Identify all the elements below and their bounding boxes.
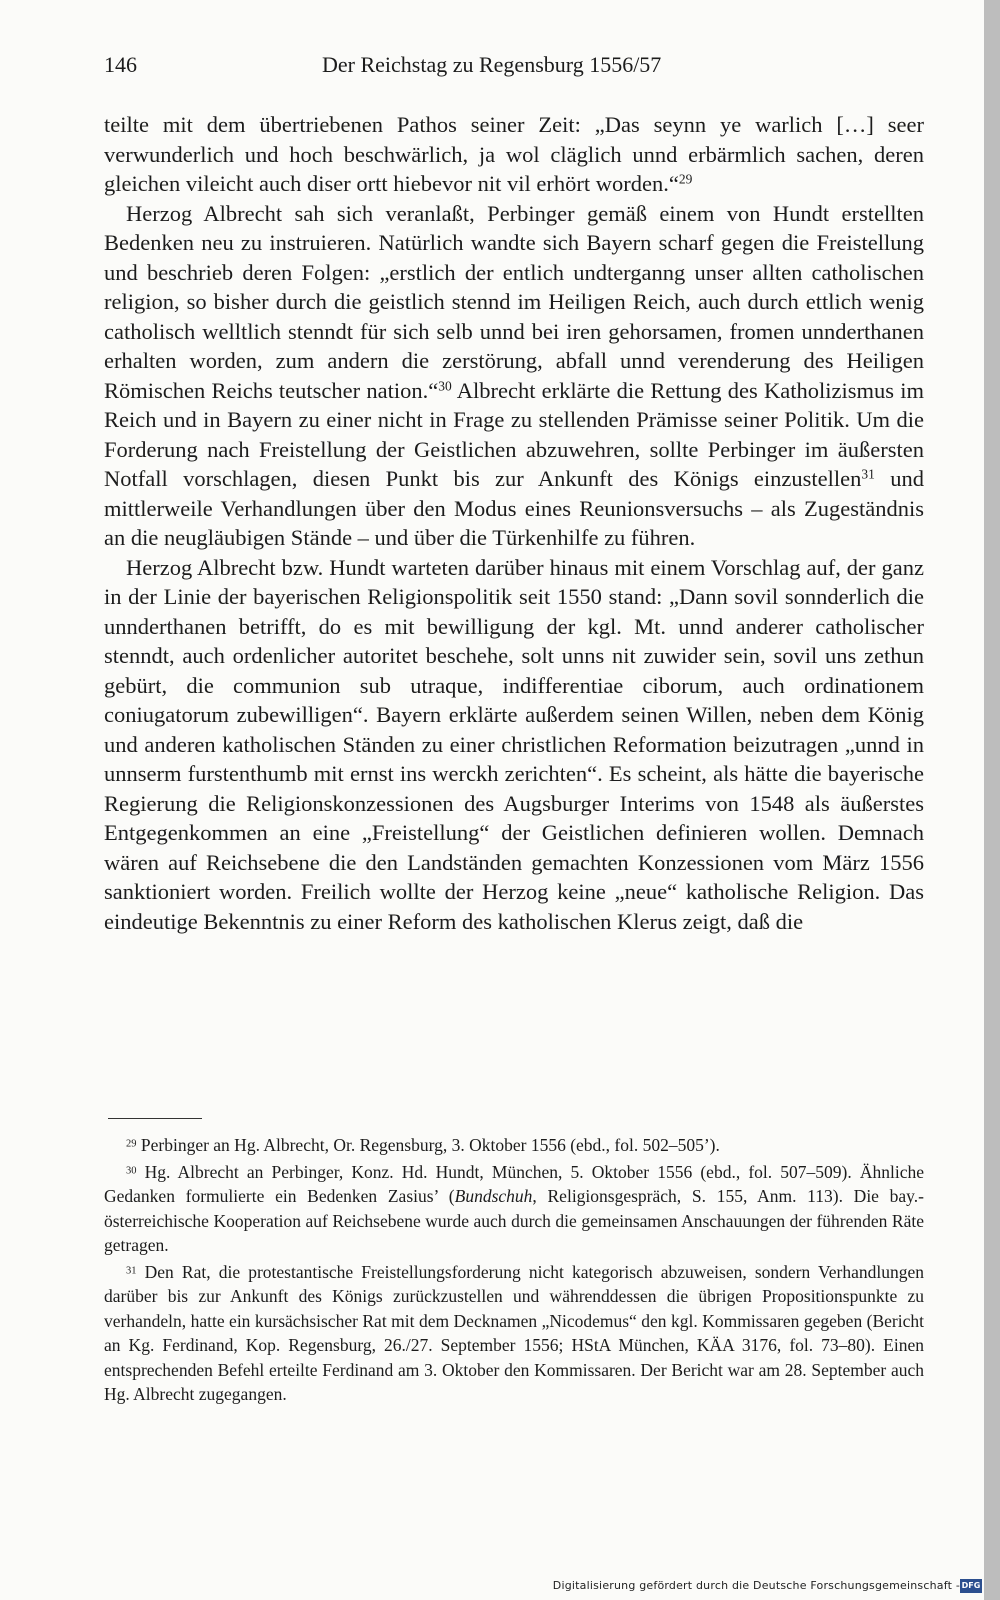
footnote-text: Perbinger an Hg. Albrecht, Or. Regensburg, 3. Oktober 1556 (ebd., fol. 502–505’). — [140, 1135, 720, 1155]
footnote-number: 30 — [126, 1164, 137, 1176]
digitization-note: Digitalisierung gefördert durch die Deutsche Forschungsgemeinschaft - — [552, 1579, 960, 1592]
running-title: Der Reichstag zu Regensburg 1556/57 — [322, 52, 662, 77]
scan-edge — [984, 0, 1000, 1600]
page-header — [104, 52, 704, 84]
main-text — [104, 110, 924, 936]
dfg-logo: DFG — [960, 1579, 982, 1593]
paragraph-2-text-b: Albrecht erklärte die Rettung des Katholizismus im Reich und in Bayern zu einer nicht in Frage zu stellenden Prämisse seiner Politik. Um die Forderung nach Freistellung der Geistlichen abzuwehren, sollte Perbinger im äußersten Notfall vorschlagen, diesen Punkt bis zur Ankunft des Königs einzustellen — [104, 377, 924, 491]
footnote-text-a: Hg. Albrecht an Perbinger, Konz. Hd. Hundt, München, 5. Oktober 1556 (ebd., fol. 507–509). Ähnliche Gedanken formulierte ein Bedenken Zasius’ ( — [104, 1161, 924, 1206]
footnote-text-b: , Religionsgespräch, S. 155, Anm. 113). Die bay.-österreichische Kooperation auf Reichsebene wurde auch durch die gemeinsamen Anschauungen der führenden Räte getragen. — [104, 1186, 924, 1255]
footnote-30 — [104, 1160, 924, 1258]
footnote-29 — [104, 1133, 924, 1158]
paragraph-2-text-c: und mittlerweile Verhandlungen über den Modus eines Reunionsversuchs – als Zugeständnis an die neugläubigen Stände – und über die Türkenhilfe zu führen. — [104, 466, 925, 550]
paragraph-1 — [104, 110, 924, 199]
footnote-ref-29[interactable]: 29 — [678, 171, 693, 187]
paragraph-3 — [104, 553, 924, 937]
footnote-number: 31 — [126, 1264, 137, 1276]
footnote-ref-30[interactable]: 30 — [438, 378, 452, 394]
paragraph-2-text-a: Herzog Albrecht sah sich veranlaßt, Perbinger gemäß einem von Hundt erstellten Bedenken neu zu instruieren. Natürlich wandte sich Bayern scharf gegen die Freistellung und beschrieb deren Folgen: „erstlich der entlich undterganng unser allten catholischen religion, so bisher durch die geistlich stennd im Heiligen Reich, auch durch ettlich wenig catholisch welltlich stenndt für sich selb unnd bei iren gehorsamen, fromen unnderthanen erhalten worden, zum andern die zerstörung, abfall unnd verenderung des Heiligen Römischen Reichs teutscher nation.“ — [104, 200, 924, 403]
paragraph-1-text: teilte mit dem übertriebenen Pathos seiner Zeit: „Das seynn ye warlich […] seer verwunderlich und hoch beschwärlich, ja wol cläglich unnd erbärmlich sachen, deren gleichen vileicht auch diser ortt hiebevor nit vil erhört worden.“ — [104, 112, 924, 196]
footnote-ref-31[interactable]: 31 — [861, 466, 875, 482]
footnote-number: 29 — [126, 1138, 137, 1150]
footnote-text: Den Rat, die protestantische Freistellungsforderung nicht kategorisch abzuweisen, sondern Verhandlungen darüber bis zur Ankunft des Königs zurückzustellen und währenddessen die übrigen Propositionspunkte zu verhandeln, hatte ein kursächsischer Rat mit dem Decknamen „Nicodemus“ den kgl. Kommissaren gegeben (Bericht an Kg. Ferdinand, Kop. Regensburg, 26./27. September 1556; HStA München, KÄA 3176, fol. 73–80). Einen entsprechenden Befehl erteilte Ferdinand am 3. Oktober den Kommissaren. Der Bericht war am 28. September auch Hg. Albrecht zugegangen. — [104, 1261, 925, 1404]
paragraph-2 — [104, 199, 924, 553]
footnote-italic-title: Bundschuh — [454, 1186, 533, 1206]
page-number: 146 — [104, 52, 137, 77]
footnotes — [104, 1133, 924, 1409]
footnote-separator — [108, 1118, 202, 1119]
paragraph-3-text: Herzog Albrecht bzw. Hundt warteten darüber hinaus mit einem Vorschlag auf, der ganz in der Linie der bayerischen Religionspolitik seit 1550 stand: „Dann sovil sonnderlich die unnderthanen betrifft, do es mit bewilligung der kgl. Mt. unnd anderer catholischer stenndt, auch ordenlicher autoritet beschehe, solt unns nit zuwider sein, sovil uns zethun gebürt, die communion sub utraque, indifferentiae ciborum, auch ordinationem coniugatorum zubewilligen“. Bayern erklärte außerdem seinen Willen, neben dem König und anderen katholischen Ständen zu einer christlichen Reformation beizutragen „unnd in unnserm furstenthumb mit ernst ins werckh zerichten“. Es scheint, als hätte die bayerische Regierung die Religionskonzessionen des Augsburger Interims von 1548 als äußerstes Entgegenkommen an eine „Freistellung“ der Geistlichen definieren wollen. Demnach wären auf Reichsebene die den Landständen gemachten Konzessionen vom März 1556 sanktioniert worden. Freilich wollte der Herzog keine „neue“ katholische Religion. Das eindeutige Bekenntnis zu einer Reform des katholischen Klerus zeigt, daß die — [104, 554, 924, 934]
footnote-31 — [104, 1260, 924, 1407]
